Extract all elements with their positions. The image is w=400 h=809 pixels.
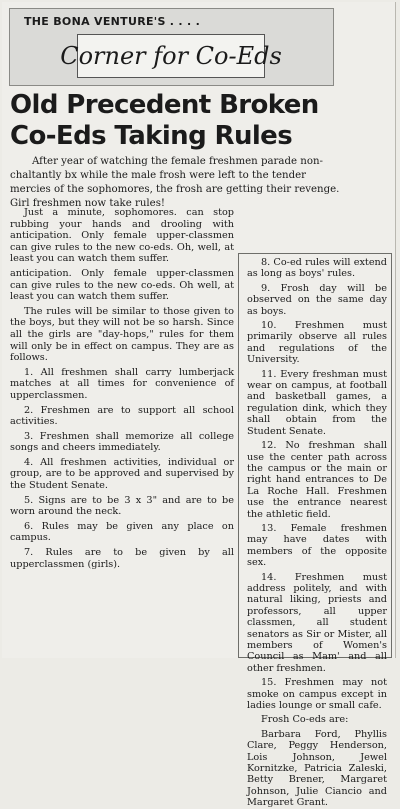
rule-item: 11. Every freshman must wear on campus, at football and basketball games, a regulation dink, which they shall obtain from the Student Senate. (247, 368, 387, 437)
rule-item: 6. Rules may be given any place on campus. (10, 520, 234, 544)
paragraph: anticipation. Only female upper-classmen can give rules to the new co-eds. Oh well, at least you can watch them suffer. (10, 267, 234, 303)
section-title: Corner for Co-Eds (77, 34, 265, 78)
paragraph: Just a minute, sophomores. can stop rubbing your hands and drooling with anticipation. Only female upper-classmen can give rules to the new co-eds. Oh, well, at least you can watch them suffer. (10, 207, 234, 265)
rule-item: 8. Co-ed rules will extend as long as boys' rules. (247, 257, 387, 280)
headline-line-2: Co-Eds Taking Rules (10, 121, 293, 151)
lead-line: chaltantly bx while the male frosh were left to the tender (10, 170, 306, 181)
rule-item: 14. Freshmen must address politely, and with natural liking, priests and professors, all upper classmen, all student senators as Sir or Mister, all members of Women's Council as Mam' and all other freshmen. (247, 571, 387, 674)
rule-item: 12. No freshman shall use the center path across the campus or the main or right hand entrances to De La Roche Hall. Freshmen use the entrance nearest the athletic field. (247, 440, 387, 520)
headline-line-1: Old Precedent Broken (10, 90, 319, 120)
right-column-box (238, 253, 392, 809)
lead-paragraph (10, 155, 388, 211)
rule-item: 13. Female freshmen may have dates with members of the opposite sex. (247, 522, 387, 569)
rule-item: 10. Freshmen must primarily observe all rules and regulations of the University. (247, 320, 387, 366)
names-heading: Frosh Co-eds are: (261, 714, 349, 726)
masthead-kicker: THE BONA VENTURE'S . . . . (24, 15, 201, 28)
rule-item: 5. Signs are to be 3 x 3" and are to be worn around the neck. (10, 494, 234, 518)
rule-item: 2. Freshmen are to support all school activities. (10, 404, 234, 428)
lead-line: After year of watching the female freshmen parade non- (32, 156, 323, 167)
rule-item: 4. All freshmen activities, individual or group, are to be approved and supervised by the Student Senate. (10, 456, 234, 492)
paragraph: The rules will be similar to those given to the boys, but they will not be so harsh. Since all the girls are "day-hops," rules for them will only be in effect on campus. They are as follows. (10, 305, 234, 364)
rule-item: 3. Freshmen shall memorize all college songs and cheers immediately. (10, 430, 234, 454)
names-list: Barbara Ford, Phyllis Clare, Peggy Henderson, Lois Johnson, Jewel Kornitzke, Patricia Zaleski, Betty Brener, Margaret Johnson, Julie Ciancio and Margaret Grant. (247, 728, 387, 809)
rule-item: 15. Freshmen may not smoke on campus except in ladies lounge or small cafe. (247, 677, 387, 712)
rule-item: 7. Rules are to be given by all upperclassmen (girls). (10, 547, 234, 570)
lead-line: mercies of the sophomores, the frosh are getting their revenge. (10, 184, 340, 195)
rule-item: 9. Frosh day will be observed on the same day as boys. (247, 282, 387, 317)
left-column (10, 207, 234, 573)
masthead-box (9, 8, 334, 86)
headline (10, 90, 340, 152)
lead-line: Girl freshmen now take rules! (10, 198, 166, 209)
newspaper-clipping (2, 2, 396, 809)
rule-item: 1. All freshmen shall carry lumberjack matches at all times for convenience of upperclassmen. (10, 366, 234, 401)
